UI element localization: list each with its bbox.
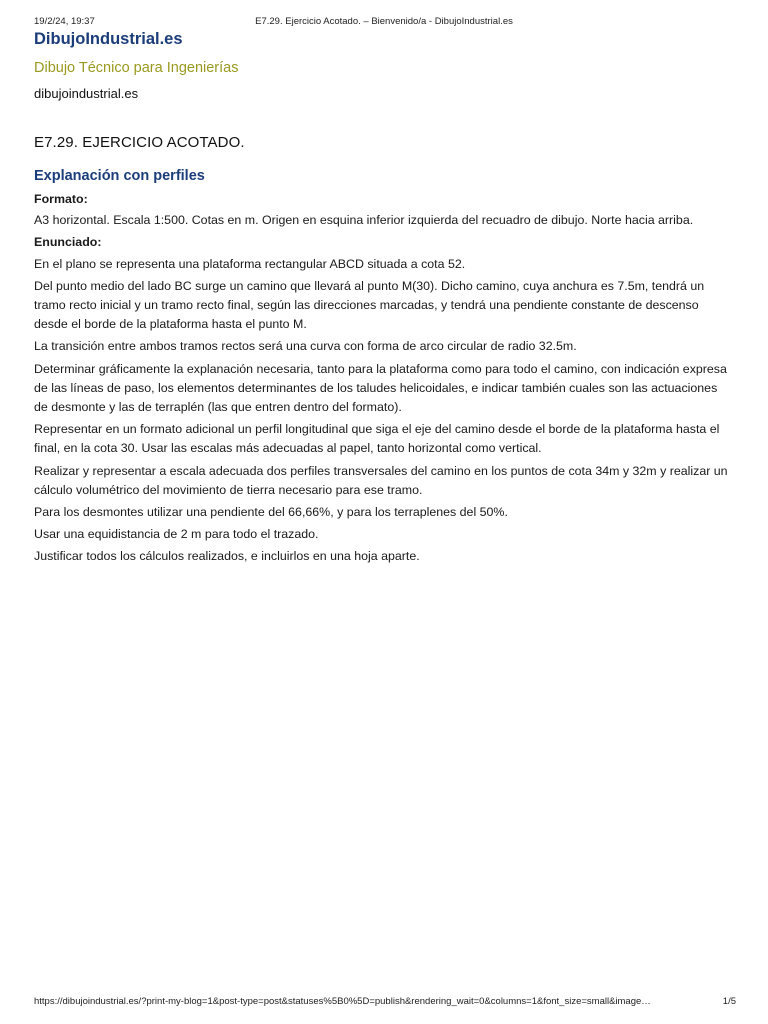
paragraph: Determinar gráficamente la explanación necesaria, tanto para la plataforma como para todo el camino, con indicación expresa de las líneas de paso, los elementos determinantes de los taludes helicoidales, e indicar también cuales son las actuaciones de desmonte y las de terraplén (las que entren dentro del formato). bbox=[34, 361, 727, 415]
site-tagline: Dibujo Técnico para Ingenierías bbox=[34, 60, 239, 76]
formato-text: A3 horizontal. Escala 1:500. Cotas en m. Origen en esquina inferior izquierda del recuadro de dibujo. Norte hacia arriba. bbox=[34, 213, 694, 228]
article-content bbox=[34, 190, 734, 570]
paragraph: Realizar y representar a escala adecuada dos perfiles transversales del camino en los puntos de cota 34m y 32m y realizar un cálculo volumétrico del movimiento de tierra necesario para ese tramo. bbox=[34, 463, 728, 497]
page-number: 1/5 bbox=[722, 996, 736, 1007]
paragraph: Representar en un formato adicional un perfil longitudinal que siga el eje del camino desde el borde de la plataforma hasta el final, en la cota 30. Usar las escalas más adecuadas al papel, tanto horizontal como vertical. bbox=[34, 422, 720, 456]
print-date: 19/2/24, 19:37 bbox=[34, 16, 95, 27]
site-domain: dibujoindustrial.es bbox=[34, 86, 139, 101]
formato-label: Formato: bbox=[34, 192, 88, 206]
paragraph: En el plano se representa una plataforma rectangular ABCD situada a cota 52. bbox=[34, 256, 466, 271]
paragraph: Usar una equidistancia de 2 m para todo el trazado. bbox=[34, 527, 319, 542]
page-title: E7.29. EJERCICIO ACOTADO. bbox=[34, 134, 245, 151]
print-url: https://dibujoindustrial.es/?print-my-blog=1&post-type=post&statuses%5B0%5D=publish&rendering_wait=0&columns=1&font_size=small&image… bbox=[34, 996, 651, 1007]
enunciado-label: Enunciado: bbox=[34, 235, 102, 250]
paragraph: Para los desmontes utilizar una pendiente del 66,66%, y para los terraplenes del 50%. bbox=[34, 505, 508, 520]
site-title-link[interactable]: DibujoIndustrial.es bbox=[34, 30, 183, 48]
paragraph: Del punto medio del lado BC surge un camino que llevará al punto M(30). Dicho camino, cuya anchura es 7.5m, tendrá un tramo recto inicial y un tramo recto final, según las direcciones marcadas, y tendrá una pendiente constante de descenso desde el borde de la plataforma hasta el punto M. bbox=[34, 278, 705, 332]
print-document-title: E7.29. Ejercicio Acotado. – Bienvenido/a - DibujoIndustrial.es bbox=[255, 16, 513, 27]
paragraph: La transición entre ambos tramos rectos será una curva con forma de arco circular de radio 32.5m. bbox=[34, 339, 577, 354]
section-title: Explanación con perfiles bbox=[34, 168, 205, 184]
paragraph: Justificar todos los cálculos realizados, e incluirlos en una hoja aparte. bbox=[34, 549, 420, 564]
